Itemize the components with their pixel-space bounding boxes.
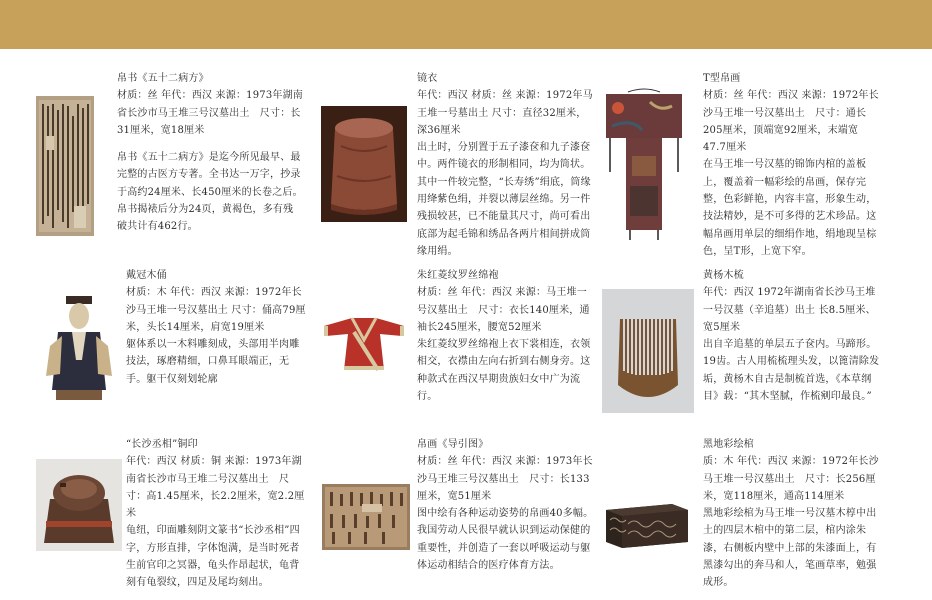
- artifact-title: “长沙丞相”铜印: [126, 439, 198, 450]
- artifact-title: 黑地彩绘棺: [703, 439, 754, 450]
- artifact-meta: 年代：西汉 材质：铜 来源：1973年湖南省长沙市马王堆二号汉墓出土 尺寸：高1.45厘米，长2.2厘米，宽2.2厘米: [126, 456, 305, 520]
- artifact-meta: 材质：丝 年代：西汉 来源：1973年湖南省长沙市马王堆三号汉墓出土 尺寸：长31厘米，宽18厘米: [117, 90, 304, 136]
- artifact-text: [417, 70, 595, 260]
- artifact-text: [703, 267, 881, 405]
- artifact-meta: 材质：丝 年代：西汉 来源：1973年长沙马王堆三号汉墓出土 尺寸：长133厘米，宽51厘米: [417, 456, 593, 502]
- artifact-image-manuscript: [36, 96, 94, 236]
- artifact-meta: 年代：西汉 1972年湖南省长沙马王堆一号汉墓（辛追墓）出土 长8.5厘米、宽5厘米: [703, 287, 876, 333]
- artifact-description: 出土时，分别置于五子漆奁和九子漆奁中。两件镜衣的形制相同，均为筒状。其中一件较完整，“长寿绣”绢底，筒缘用绛紫色绢，并裂以薄层丝绵。另一件残损较甚，已不能量其尺寸，尚可看出底部为起毛锦和绣品各两片相间拼成筒缘用绢。: [417, 142, 591, 257]
- top-banner: [0, 0, 932, 49]
- artifact-title: 朱红菱纹罗丝绵袍: [417, 270, 499, 281]
- artifact-meta: 材质：丝 年代：西汉 来源：马王堆一号汉墓出土 尺寸：衣长140厘米，通袖长245厘米，腰宽52厘米: [417, 287, 590, 333]
- artifact-text: [126, 267, 306, 388]
- artifact-description: 朱红菱纹罗丝绵袍上衣下裳相连，衣领相交，衣襟由左向右折到右侧身旁。这种款式在西汉早期贵族妇女中广为流行。: [417, 339, 591, 403]
- artifact-meta: 质：木 年代：西汉 来源：1972年长沙马王堆一号汉墓出土 尺寸：长256厘米，宽118厘米，通高114厘米: [703, 456, 879, 502]
- artifact-description: 黑地彩绘棺为马王堆一号汉墓木椁中出土的四层木棺中的第二层，棺内涂朱漆，右侧板内壁中上部的朱漆面上，有黑漆勾出的奔马和人，笔画草率，勉强成形。: [703, 508, 877, 589]
- artifact-title: T型帛画: [703, 73, 741, 84]
- artifact-text: [417, 436, 597, 574]
- artifact-image-boxwood-comb: [602, 289, 694, 413]
- artifact-description: 躯体系以一木料雕刻成，头部用半肉雕技法，琢磨精细，口鼻耳眼端正，无手。躯干仅刻划轮廓: [126, 339, 300, 385]
- artifact-text: [417, 267, 597, 405]
- artifact-image-silk-robe: [322, 312, 406, 376]
- artifact-meta: 材质：丝 年代：西汉 来源：1972年长沙马王堆一号汉墓出土 尺寸：通长205厘米，顶端宽92厘米，末端宽47.7厘米: [703, 90, 879, 154]
- artifact-text: [703, 70, 881, 260]
- artifact-description: 出自辛追墓的单层五子奁内。马蹄形。19齿。古人用梳梳理头发，以篦清除发垢，黄杨木自古是制梳首选，《本草纲目》载：“其木坚腻，作梳剜印最良。”: [703, 339, 880, 403]
- artifact-image-lacquer-coffin: [602, 498, 692, 550]
- artifact-image-t-painting: [602, 86, 686, 242]
- artifact-title: 镜衣: [417, 73, 438, 84]
- artifact-title: 帛画《导引图》: [417, 439, 489, 450]
- artifact-title: 戴冠木俑: [126, 270, 167, 281]
- artifact-text: [117, 70, 303, 236]
- artifact-image-daoyin-painting: [322, 484, 410, 550]
- artifact-title: 黄杨木梳: [703, 270, 744, 281]
- artifact-text: [126, 436, 306, 592]
- artifact-title: 帛书《五十二病方》: [117, 73, 209, 84]
- artifact-meta: 材质：木 年代：西汉 来源：1972年长沙马王堆一号汉墓出土 尺寸：俑高79厘米，头长14厘米，肩宽19厘米: [126, 287, 306, 333]
- artifact-meta: 年代：西汉 材质：丝 来源：1972年马王堆一号墓出土 尺寸：直径32厘米，深36厘米: [417, 90, 593, 136]
- artifact-text: [703, 436, 881, 592]
- artifact-image-wooden-figurine: [36, 290, 122, 410]
- artifact-description: 帛书《五十二病方》是迄今所见最早、最完整的古医方专著。全书达一万字，抄录于高约24厘米、长450厘米的长卷之后。帛书揭裱后分为24页，黄褐色，多有残破共计有462行。: [117, 152, 303, 233]
- artifact-image-bronze-seal: [36, 459, 122, 551]
- artifact-description: 在马王堆一号汉墓的锦饰内棺的盖板上，覆盖着一幅彩绘的帛画，保存完整，色彩鲜艳，内容丰富，形象生动，技法精妙，是不可多得的艺术珍品。这幅帛画用单层的细绢作地，绢地现呈棕色，呈T形，上宽下窄。: [703, 159, 877, 257]
- artifact-image-mirror-cover: [321, 106, 407, 222]
- artifact-description: 龟纽，印面雕刻阴文篆书“长沙丞相”四字，方形直排，字体饱满，是当时死者生前官印之冥器，龟头作昂起状，龟背刻有龟裂纹，四足及尾均刻出。: [126, 525, 300, 589]
- artifact-description: 图中绘有各种运动姿势的帛画40多幅。我国劳动人民很早就认识到运动保健的重要性，并创造了一套以呼吸运动与躯体运动相结合的医疗体育方法。: [417, 508, 594, 572]
